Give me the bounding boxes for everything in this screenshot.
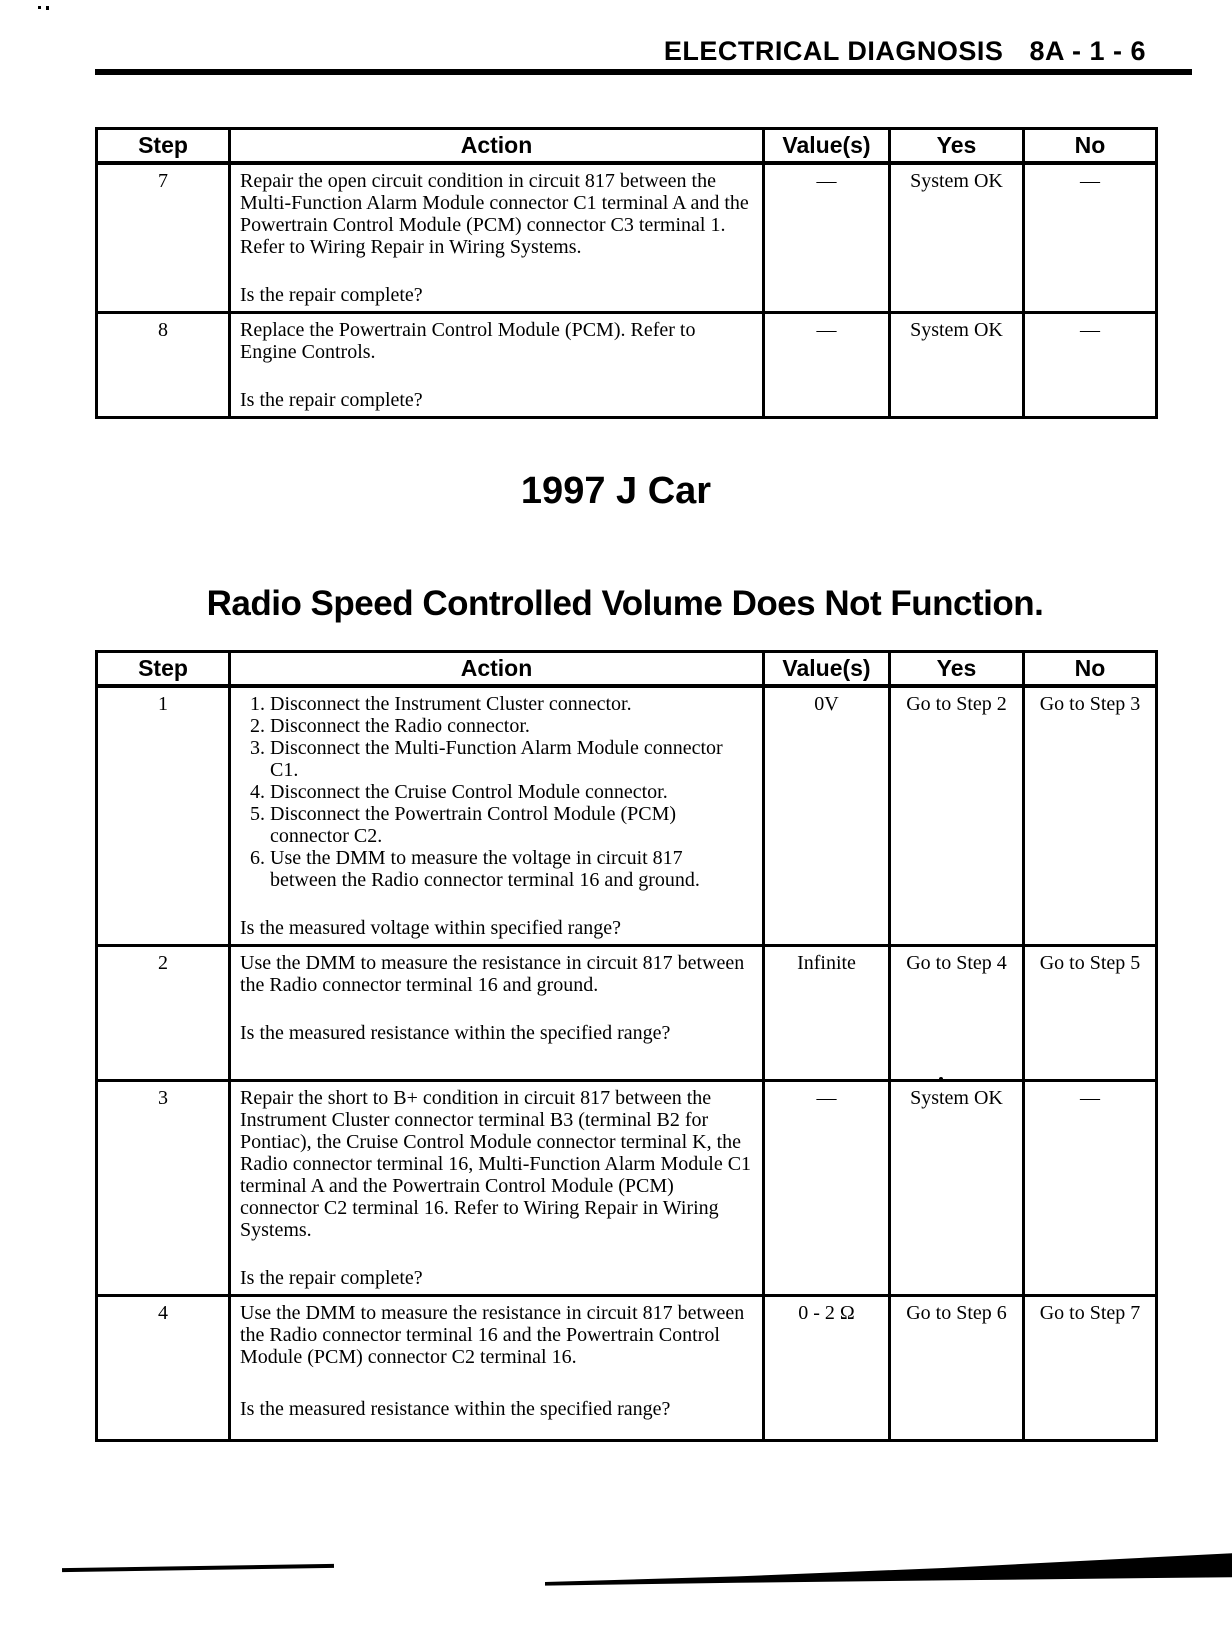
action-question: Is the measured voltage within specified range?	[240, 917, 621, 939]
procedure-title: Radio Speed Controlled Volume Does Not Function.	[206, 584, 1044, 623]
table-row-step-7	[97, 163, 1157, 313]
yes-cell: Go to Step 2	[890, 686, 1024, 946]
action-list-item: 6. Use the DMM to measure the voltage in circuit 817 between the Radio connector terminal 16 and ground.	[270, 847, 738, 891]
table-row-step-2	[97, 946, 1157, 1081]
yes-cell: Go to Step 6	[890, 1296, 1024, 1441]
action-text: Use the DMM to measure the resistance in circuit 817 between the Radio connector terminal 16 and ground.	[240, 952, 745, 996]
scan-artifact	[62, 1564, 334, 1572]
yes-cell: System OK	[890, 313, 1024, 418]
table-row-step-8	[97, 313, 1157, 418]
diagnostic-table-2	[95, 650, 1158, 1442]
no-cell: Go to Step 7	[1024, 1296, 1157, 1441]
page-number: 8A - 1 - 6	[1029, 36, 1146, 66]
value-cell: —	[764, 313, 890, 418]
action-text: Repair the short to B+ condition in circuit 817 between the Instrument Cluster connector terminal B3 (terminal B2 for Pontiac), the Cruise Control Module connector terminal K, the Radio connector terminal 16, Multi-Function Alarm Module C1 terminal A and the Powertrain Control Module (PCM) connector C2 terminal 16. Refer to Wiring Repair in Wiring Systems.	[240, 1087, 752, 1241]
column-header-no: No	[1024, 129, 1157, 164]
step-cell: 3	[97, 1081, 230, 1296]
model-title: 1997 J Car	[520, 470, 712, 512]
action-question: Is the repair complete?	[240, 389, 423, 411]
table-header-row	[97, 129, 1157, 164]
yes-cell: System OK	[890, 1081, 1024, 1296]
value-cell: Infinite	[764, 946, 890, 1081]
action-question: Is the measured resistance within the specified range?	[240, 1398, 671, 1420]
value-cell: 0 - 2 Ω	[764, 1296, 890, 1441]
no-cell: —	[1024, 1081, 1157, 1296]
scan-artifact	[939, 1077, 943, 1081]
action-list-item: 1. Disconnect the Instrument Cluster connector.	[270, 693, 738, 715]
action-cell	[230, 946, 764, 1081]
no-cell: —	[1024, 313, 1157, 418]
column-header-step: Step	[97, 652, 230, 687]
action-cell	[230, 163, 764, 313]
step-cell: 1	[97, 686, 230, 946]
action-cell	[230, 1296, 764, 1441]
action-cell	[230, 313, 764, 418]
action-question: Is the repair complete?	[240, 284, 423, 306]
value-cell: —	[764, 1081, 890, 1296]
value-cell: 0V	[764, 686, 890, 946]
column-header-yes: Yes	[890, 129, 1024, 164]
action-cell	[230, 686, 764, 946]
action-text: Repair the open circuit condition in circuit 817 between the Multi-Function Alarm Module connector C1 terminal A and the Powertrain Control Module (PCM) connector C3 terminal 1. Refer to Wiring Repair in Wiring Systems.	[240, 170, 749, 258]
page-header	[664, 36, 1146, 67]
action-list-item: 3. Disconnect the Multi-Function Alarm Module connector C1.	[270, 737, 738, 781]
action-text: Use the DMM to measure the resistance in circuit 817 between the Radio connector terminal 16 and the Powertrain Control Module (PCM) connector C2 terminal 16.	[240, 1302, 745, 1368]
scan-artifact	[38, 6, 41, 9]
column-header-action: Action	[230, 129, 764, 164]
column-header-step: Step	[97, 129, 230, 164]
scan-artifact	[545, 1546, 1232, 1586]
no-cell: Go to Step 3	[1024, 686, 1157, 946]
yes-cell: Go to Step 4	[890, 946, 1024, 1081]
table-header-row	[97, 652, 1157, 687]
step-cell: 4	[97, 1296, 230, 1441]
column-header-action: Action	[230, 652, 764, 687]
action-list-item: 5. Disconnect the Powertrain Control Module (PCM) connector C2.	[270, 803, 738, 847]
column-header-values: Value(s)	[764, 129, 890, 164]
action-text: Replace the Powertrain Control Module (PCM). Refer to Engine Controls.	[240, 319, 696, 363]
column-header-no: No	[1024, 652, 1157, 687]
action-question: Is the repair complete?	[240, 1267, 423, 1289]
action-list-item: 4. Disconnect the Cruise Control Module connector.	[270, 781, 738, 803]
table-row-step-4	[97, 1296, 1157, 1441]
step-cell: 2	[97, 946, 230, 1081]
action-question: Is the measured resistance within the specified range?	[240, 1022, 671, 1044]
step-cell: 8	[97, 313, 230, 418]
diagnostic-table-1	[95, 127, 1158, 419]
value-cell: —	[764, 163, 890, 313]
column-header-values: Value(s)	[764, 652, 890, 687]
section-title: ELECTRICAL DIAGNOSIS	[663, 36, 1004, 66]
yes-cell: System OK	[890, 163, 1024, 313]
no-cell: —	[1024, 163, 1157, 313]
action-cell	[230, 1081, 764, 1296]
action-list-item: 2. Disconnect the Radio connector.	[270, 715, 738, 737]
action-step-list	[240, 693, 738, 891]
header-rule	[95, 69, 1192, 75]
no-cell: Go to Step 5	[1024, 946, 1157, 1081]
table-row-step-3	[97, 1081, 1157, 1296]
table-row-step-1	[97, 686, 1157, 946]
column-header-yes: Yes	[890, 652, 1024, 687]
step-cell: 7	[97, 163, 230, 313]
